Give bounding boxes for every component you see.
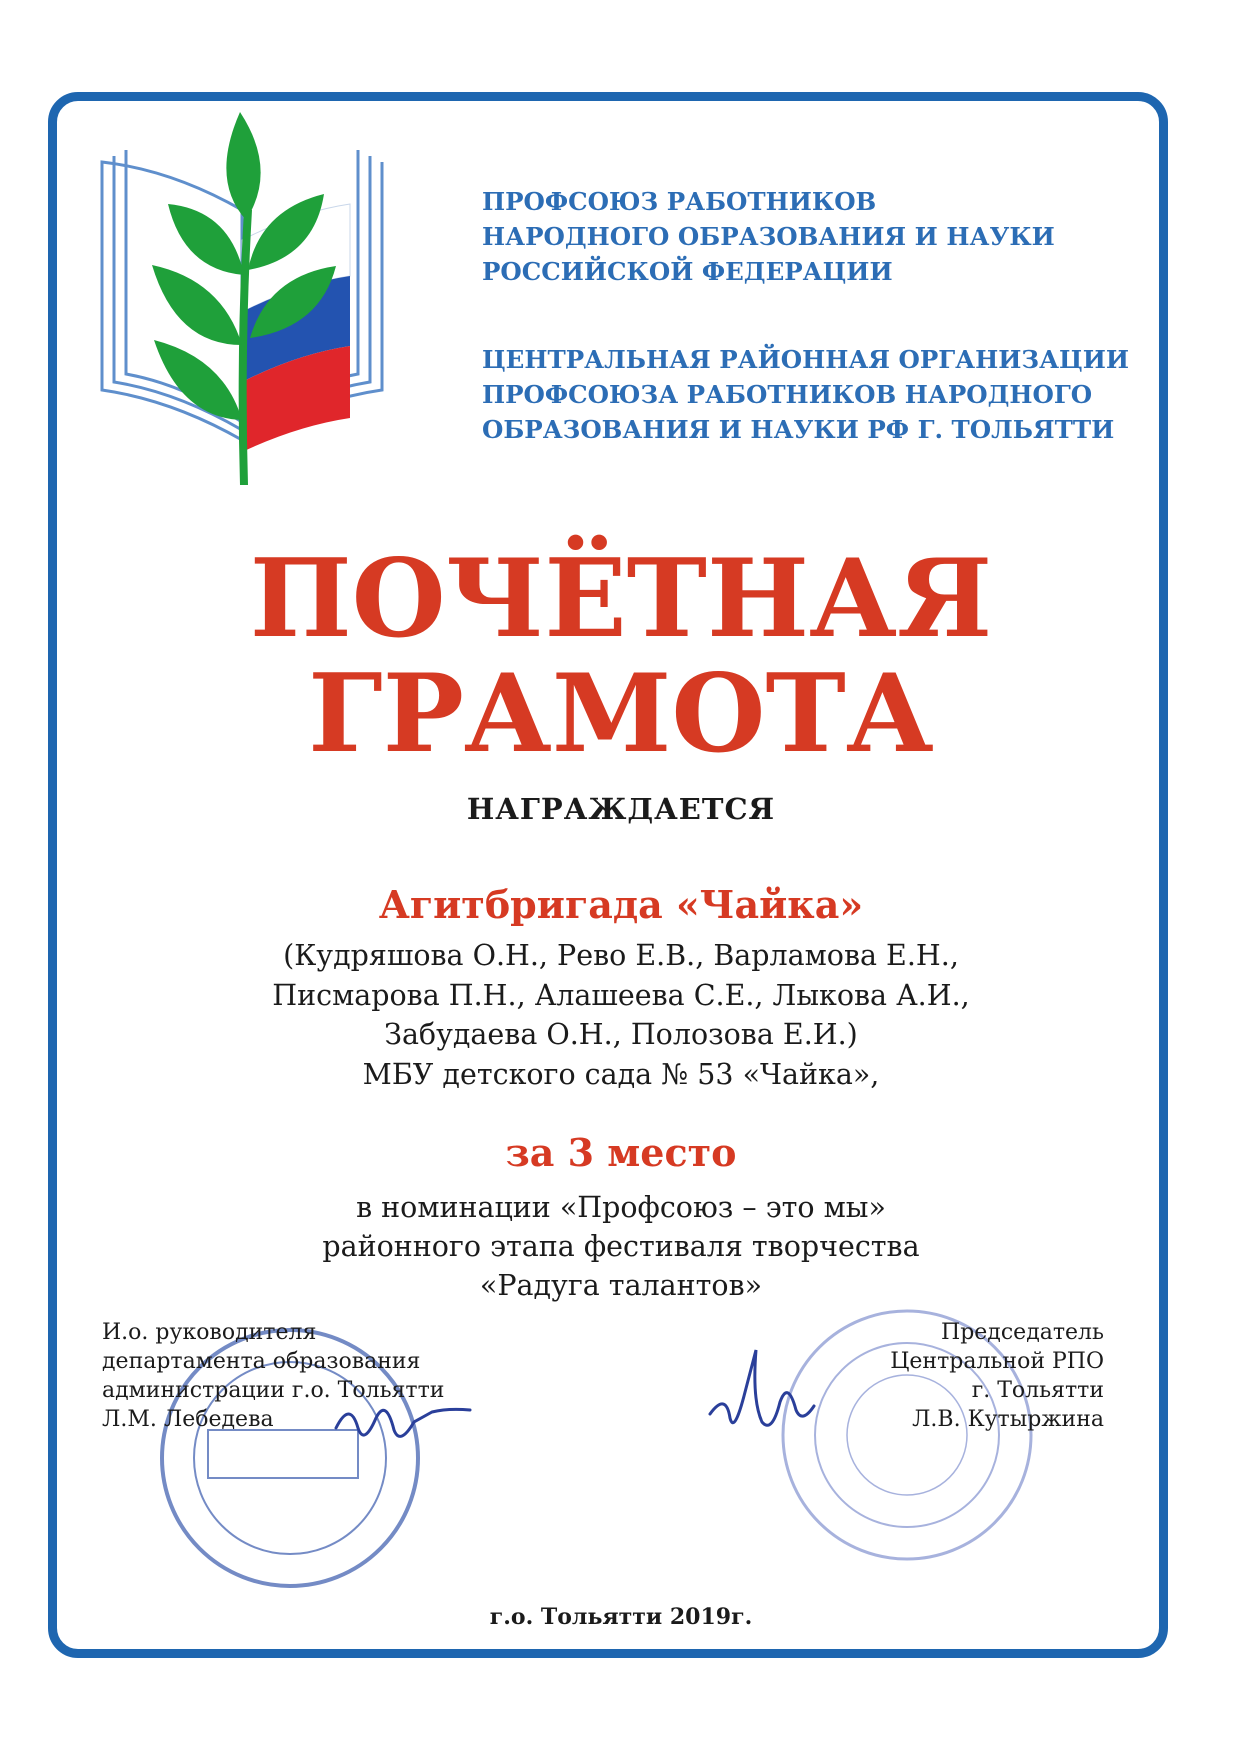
district-name-line: ОБРАЗОВАНИЯ И НАУКИ РФ Г. ТОЛЬЯТТИ bbox=[482, 415, 1115, 444]
certificate-title-line2: ГРАМОТА bbox=[308, 651, 934, 777]
district-name-line: ПРОФСОЮЗА РАБОТНИКОВ НАРОДНОГО bbox=[482, 380, 1093, 409]
signatory-left-line: администрации г.о. Тольятти bbox=[102, 1378, 445, 1403]
union-name-line: ПРОФСОЮЗ РАБОТНИКОВ bbox=[482, 187, 877, 216]
members-line: Писмарова П.Н., Алашеева С.Е., Лыкова А.И., bbox=[272, 978, 970, 1012]
nomination-text bbox=[0, 1188, 1242, 1305]
nomination-line: районного этапа фестиваля творчества bbox=[322, 1230, 920, 1263]
members-list bbox=[0, 936, 1242, 1094]
nomination-line: в номинации «Профсоюз – это мы» bbox=[356, 1191, 886, 1224]
signatory-right bbox=[890, 1318, 1104, 1434]
signatory-left-line: департамента образования bbox=[102, 1349, 421, 1374]
members-line: (Кудряшова О.Н., Рево Е.В., Варламова Е.Н., bbox=[283, 939, 959, 972]
signature-right-icon bbox=[700, 1336, 820, 1446]
place-and-date: г.о. Тольятти 2019г. bbox=[489, 1604, 753, 1630]
union-name-line: НАРОДНОГО ОБРАЗОВАНИЯ И НАУКИ bbox=[482, 222, 1055, 251]
award-place: за 3 место bbox=[505, 1130, 737, 1175]
awarded-label: НАГРАЖДАЕТСЯ bbox=[466, 792, 776, 826]
recipient-name: Агитбригада «Чайка» bbox=[378, 882, 864, 927]
union-name-line: РОССИЙСКОЙ ФЕДЕРАЦИИ bbox=[482, 257, 893, 286]
district-name-line: ЦЕНТРАЛЬНАЯ РАЙОННАЯ ОРГАНИЗАЦИИ bbox=[482, 345, 1130, 374]
signatory-left-line: Л.М. Лебедева bbox=[102, 1407, 274, 1432]
members-line: МБУ детского сада № 53 «Чайка», bbox=[362, 1057, 880, 1091]
signatory-right-line: Центральной РПО bbox=[890, 1349, 1104, 1374]
signatory-right-line: Л.В. Кутыржина bbox=[912, 1407, 1104, 1432]
nomination-line: «Радуга талантов» bbox=[479, 1269, 763, 1302]
certificate-title-line1: ПОЧЁТНАЯ bbox=[249, 536, 993, 662]
signatory-right-line: г. Тольятти bbox=[971, 1378, 1104, 1403]
members-line: Забудаева О.Н., Полозова Е.И.) bbox=[384, 1018, 858, 1051]
district-organization-name bbox=[482, 342, 1129, 447]
signatory-right-line: Председатель bbox=[941, 1320, 1104, 1345]
union-name bbox=[482, 184, 1055, 289]
trade-union-logo-icon bbox=[92, 100, 422, 500]
signatory-left-line: И.о. руководителя bbox=[102, 1320, 317, 1345]
signature-left-icon bbox=[328, 1388, 478, 1458]
